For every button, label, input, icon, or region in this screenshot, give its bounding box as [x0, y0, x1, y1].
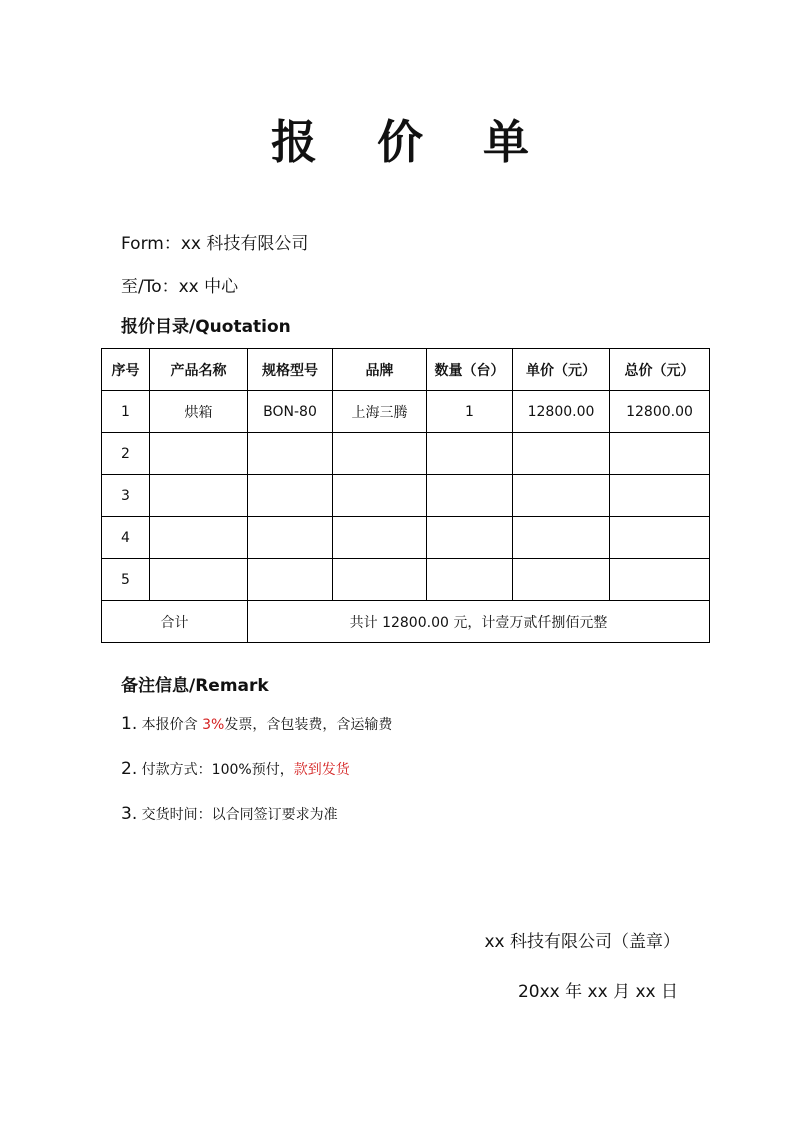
cell-quantity: [427, 433, 513, 475]
header-quantity: 数量（台）: [427, 349, 513, 391]
header-unit-price: 单价（元）: [513, 349, 610, 391]
cell-total-price: [610, 517, 710, 559]
remark-item: [121, 757, 350, 782]
cell-total-price: [610, 559, 710, 601]
cell-quantity: 1: [427, 391, 513, 433]
from-line: Form：xx 科技有限公司: [121, 234, 309, 254]
cell-quantity: [427, 559, 513, 601]
remark-text: 交货时间：以合同签订要求为准: [137, 807, 338, 823]
cell-brand: [333, 559, 427, 601]
cell-index: 5: [102, 559, 150, 601]
table-header-row: [102, 349, 710, 391]
cell-product-name: [150, 517, 248, 559]
remark-text: 本报价含: [137, 717, 203, 733]
cell-model: BON-80: [248, 391, 333, 433]
header-brand: 品牌: [333, 349, 427, 391]
cell-model: [248, 433, 333, 475]
remark-text: 付款方式：100%预付，: [137, 762, 294, 778]
header-index: 序号: [102, 349, 150, 391]
total-text: 共计 12800.00 元，计壹万贰仟捌佰元整: [248, 601, 710, 643]
cell-quantity: [427, 517, 513, 559]
table-row: [102, 433, 710, 475]
table-total-row: [102, 601, 710, 643]
cell-model: [248, 559, 333, 601]
cell-total-price: 12800.00: [610, 391, 710, 433]
total-label: 合计: [102, 601, 248, 643]
table-row: [102, 475, 710, 517]
quotation-table: [101, 348, 710, 643]
table-row: [102, 517, 710, 559]
cell-unit-price: [513, 559, 610, 601]
to-line: 至/To：xx 中心: [121, 277, 239, 297]
cell-quantity: [427, 475, 513, 517]
table-row: [102, 391, 710, 433]
cell-total-price: [610, 475, 710, 517]
remark-item: [121, 712, 392, 737]
cell-index: 4: [102, 517, 150, 559]
cell-brand: 上海三腾: [333, 391, 427, 433]
header-total-price: 总价（元）: [610, 349, 710, 391]
signature-company: xx 科技有限公司（盖章）: [484, 932, 680, 952]
remark-text-after: 发票，含包装费，含运输费: [224, 717, 393, 733]
cell-model: [248, 517, 333, 559]
cell-product-name: [150, 433, 248, 475]
cell-unit-price: [513, 475, 610, 517]
cell-unit-price: [513, 433, 610, 475]
cell-product-name: 烘箱: [150, 391, 248, 433]
cell-product-name: [150, 559, 248, 601]
cell-index: 3: [102, 475, 150, 517]
cell-model: [248, 475, 333, 517]
cell-unit-price: [513, 517, 610, 559]
remark-number: 3.: [121, 804, 138, 824]
remark-highlight: 款到发货: [293, 762, 350, 778]
header-model: 规格型号: [248, 349, 333, 391]
cell-index: 2: [102, 433, 150, 475]
remark-number: 2.: [121, 759, 138, 779]
cell-brand: [333, 475, 427, 517]
signature-date: 20xx 年 xx 月 xx 日: [517, 982, 678, 1002]
cell-unit-price: 12800.00: [513, 391, 610, 433]
remark-heading: 备注信息/Remark: [121, 676, 269, 696]
cell-index: 1: [102, 391, 150, 433]
remark-item: [121, 802, 338, 827]
cell-product-name: [150, 475, 248, 517]
remark-highlight: 3%: [202, 717, 225, 733]
cell-brand: [333, 517, 427, 559]
page-title: 报 价 单: [270, 115, 552, 169]
cell-brand: [333, 433, 427, 475]
remark-number: 1.: [121, 714, 138, 734]
table-row: [102, 559, 710, 601]
header-product-name: 产品名称: [150, 349, 248, 391]
cell-total-price: [610, 433, 710, 475]
quotation-heading: 报价目录/Quotation: [121, 317, 291, 337]
